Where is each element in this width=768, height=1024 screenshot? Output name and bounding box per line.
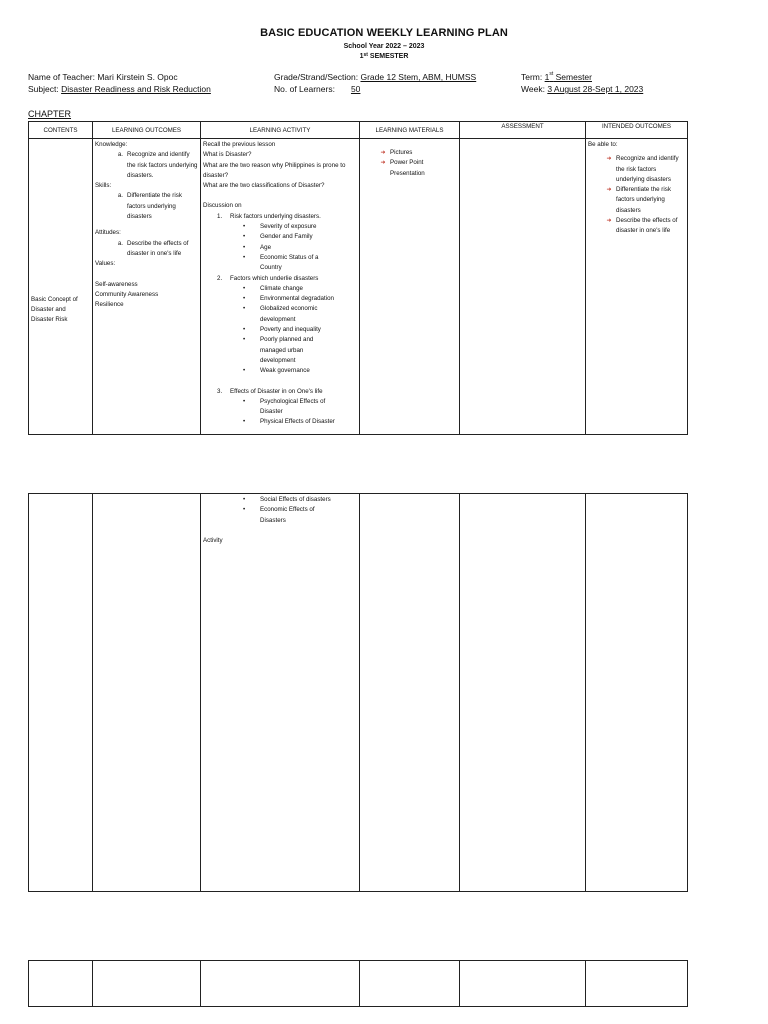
list-item (376, 158, 457, 179)
knowledge-item (95, 150, 198, 181)
bullet-icon: • (243, 284, 246, 292)
arrow-bullet-icon: ➜ (606, 156, 612, 163)
list-item-text: Environmental degradation (260, 295, 334, 303)
section-heading (203, 274, 357, 284)
intro-line: What are the two classifications of Disaster? (203, 182, 325, 190)
assessment-cell (460, 139, 586, 435)
activity-cell (201, 139, 360, 435)
plan-table-page3 (28, 960, 688, 1007)
grade-label: Grade/Strand/Section: (274, 72, 359, 82)
materials-cell (360, 961, 460, 1007)
school-year: School Year 2022 – 2023 (343, 43, 425, 50)
col-assessment: ASSESSMENT (460, 122, 586, 139)
section-num: 1. (217, 212, 223, 220)
list-item (203, 243, 357, 253)
bullet-icon: • (243, 233, 246, 241)
outcomes-cell (93, 961, 201, 1007)
subject-label: Subject: (28, 84, 59, 94)
materials-cell (360, 494, 460, 892)
term-line (521, 72, 592, 82)
section-heading (203, 387, 357, 397)
skills-a-label: a. (117, 192, 123, 200)
skills-item (95, 191, 198, 222)
knowledge-label: Knowledge: (95, 141, 128, 148)
list-item-text: Social Effects of disasters (260, 496, 331, 503)
term-label: Term: (521, 72, 543, 82)
intro-line: What is Disaster? (203, 151, 252, 159)
outcomes-cell (93, 139, 201, 435)
bullet-icon: • (243, 418, 246, 426)
bullet-icon: • (243, 506, 246, 514)
semester-num: 1 (359, 53, 364, 60)
value-item: Community Awareness (95, 290, 159, 298)
col-contents: CONTENTS (29, 122, 93, 139)
intended-cell (586, 961, 688, 1007)
skills-label: Skills: (95, 182, 112, 190)
list-item (203, 335, 357, 366)
list-item (203, 232, 357, 242)
discussion-label: Discussion on (203, 202, 242, 210)
list-item (203, 304, 357, 325)
attitudes-a-text: Describe the effects of disaster in one's life (127, 239, 189, 257)
table-row (29, 139, 688, 435)
assessment-cell (460, 961, 586, 1007)
week-label: Week: (521, 84, 545, 94)
section-num: 2. (217, 274, 223, 282)
section-title: Risk factors underlying disasters. (230, 212, 321, 220)
list-item (203, 495, 357, 505)
list-item (203, 284, 357, 294)
list-item-text: Psychological Effects of Disaster (260, 397, 326, 416)
contents-cell (29, 494, 93, 892)
week-line (521, 84, 643, 94)
col-intended-outcomes: INTENDED OUTCOMES (586, 122, 688, 139)
materials-cell (360, 139, 460, 435)
list-item-text: Economic Status of a Country (260, 253, 319, 272)
section-title: Effects of Disaster in on One's life (230, 387, 323, 395)
skills-a-text: Differentiate the risk factors underlying disasters (127, 192, 182, 221)
bullet-icon: • (243, 397, 246, 405)
list-item-text: Weak governance (260, 367, 310, 375)
bullet-icon: • (243, 336, 246, 344)
intended-cell (586, 139, 688, 435)
value-item: Self-awareness (95, 280, 138, 288)
term-num: 1 (544, 72, 550, 82)
term-value (545, 72, 592, 82)
semester (0, 53, 768, 60)
intended-item-text: Describe the effects of disaster in one's life (616, 217, 678, 235)
plan-table-page1 (28, 121, 688, 435)
intended-item-text: Recognize and identify the risk factors underlying disasters (616, 155, 679, 183)
list-item-text: Physical Effects of Disaster (260, 418, 335, 426)
grade-value: Grade 12 Stem, ABM, HUMSS (360, 72, 477, 82)
bullet-icon: • (243, 243, 246, 251)
subject-line (28, 84, 211, 94)
assessment-cell (460, 494, 586, 892)
list-item-text: Climate change (260, 284, 303, 292)
list-item (376, 148, 457, 158)
intended-lead: Be able to: (588, 141, 618, 148)
teacher-value: Mari Kirstein S. Opoc (97, 72, 178, 82)
learners-line (274, 84, 360, 94)
semester-sup: st (363, 52, 368, 58)
list-item (203, 222, 357, 232)
list-item (602, 185, 685, 216)
intro-line: Recall the previous lesson (203, 141, 276, 148)
list-item-text: Poverty and inequality (260, 326, 321, 334)
material-text: Pictures (390, 149, 413, 156)
list-item (203, 294, 357, 304)
plan-table-page2 (28, 493, 688, 892)
values-label: Values: (95, 260, 116, 268)
col-learning-outcomes: LEARNING OUTCOMES (93, 122, 201, 139)
list-item-text: Gender and Family (260, 233, 313, 241)
bullet-icon: • (243, 496, 246, 503)
list-item (203, 366, 357, 376)
contents-cell (29, 961, 93, 1007)
section-heading (203, 212, 357, 222)
material-text: Power Point Presentation (390, 159, 425, 177)
chapter-label: CHAPTER (28, 109, 72, 119)
term-word: Semester (553, 72, 592, 82)
bullet-icon: • (243, 367, 246, 375)
activity-label: Activity (203, 536, 223, 544)
list-item (602, 216, 685, 237)
list-item-text: Poorly planned and managed urban development (260, 336, 314, 364)
activity-cell (201, 494, 360, 892)
table-header-row (29, 122, 688, 139)
bullet-icon: • (243, 326, 246, 334)
list-item (602, 154, 685, 185)
list-item-text: Age (260, 243, 272, 251)
arrow-bullet-icon: ➜ (380, 150, 386, 156)
outcomes-cell (93, 494, 201, 892)
intro-line: What are the two reason why Philippines is prone to disaster? (203, 161, 346, 179)
week-value: 3 August 28-Sept 1, 2023 (547, 84, 644, 94)
value-item: Resilience (95, 301, 124, 309)
semester-word: SEMESTER (367, 53, 409, 60)
list-item-text: Severity of exposure (260, 223, 317, 231)
activity-cell (201, 961, 360, 1007)
col-learning-materials: LEARNING MATERIALS (360, 122, 460, 139)
bullet-icon: • (243, 305, 246, 313)
list-item (203, 397, 357, 418)
list-item-text: Globalized economic development (260, 305, 318, 323)
section-num: 3. (217, 387, 223, 395)
contents-text: Basic Concept of Disaster and Disaster Risk (31, 295, 78, 324)
intended-item-text: Differentiate the risk factors underlying disasters (616, 186, 671, 214)
plan-title: BASIC EDUCATION WEEKLY LEARNING PLAN (260, 27, 508, 39)
learners-value: 50 (350, 84, 361, 94)
subject-value: Disaster Readiness and Risk Reduction (61, 84, 211, 94)
list-item (203, 325, 357, 335)
list-item (203, 417, 357, 427)
contents-cell (29, 139, 93, 435)
bullet-icon: • (243, 253, 246, 261)
table-row (29, 494, 688, 892)
col-learning-activity: LEARNING ACTIVITY (201, 122, 360, 139)
attitudes-item (95, 239, 198, 260)
arrow-bullet-icon: ➜ (606, 187, 612, 194)
knowledge-a-text: Recognize and identify the risk factors underlying disasters. (127, 151, 198, 179)
grade-line (274, 72, 476, 82)
section-title: Factors which underlie disasters (230, 274, 319, 282)
teacher-line (28, 72, 178, 82)
list-item (203, 253, 357, 274)
bullet-icon: • (243, 223, 246, 231)
list-item (203, 505, 357, 526)
intended-list (588, 154, 685, 236)
teacher-label: Name of Teacher: (28, 72, 95, 82)
arrow-bullet-icon: ➜ (606, 218, 612, 225)
arrow-bullet-icon: ➜ (380, 160, 386, 167)
bullet-icon: • (243, 295, 246, 303)
attitudes-a-label: a. (117, 239, 123, 247)
table-row (29, 961, 688, 1007)
term-sup: st (549, 71, 554, 77)
attitudes-label: Attitudes: (95, 229, 121, 237)
learners-label: No. of Learners: (274, 84, 335, 94)
knowledge-a-label: a. (117, 151, 123, 159)
intended-cell (586, 494, 688, 892)
list-item-text: Economic Effects of Disasters (260, 506, 315, 524)
